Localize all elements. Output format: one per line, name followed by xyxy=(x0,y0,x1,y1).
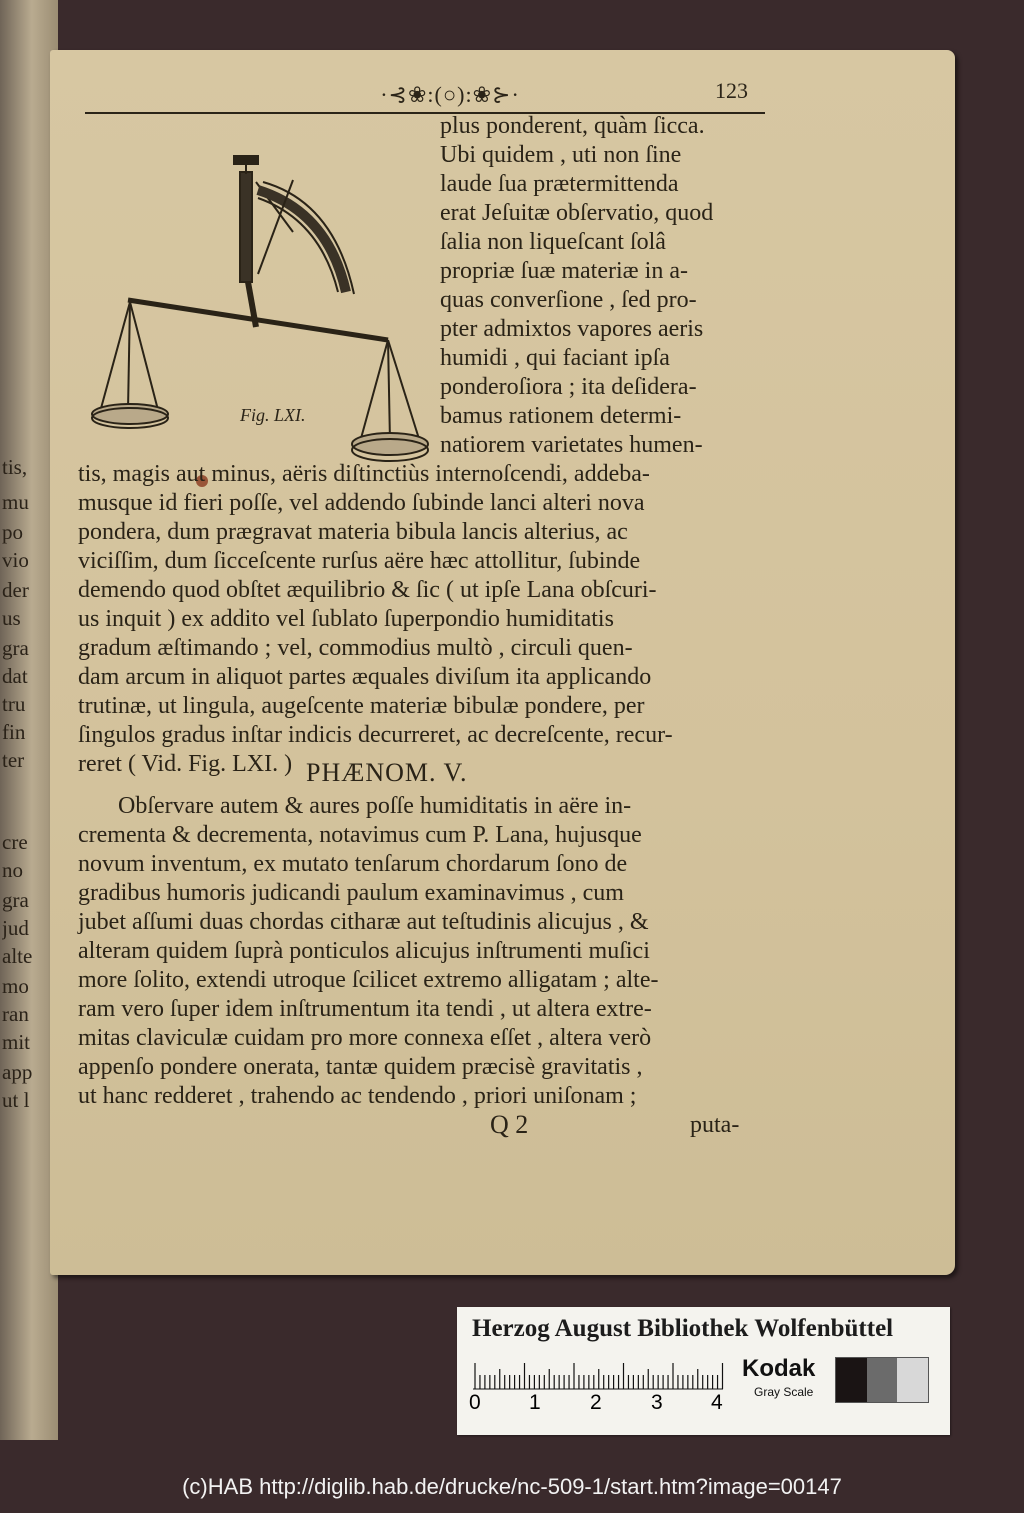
text-line: quas converſione , ſed pro- xyxy=(440,287,697,313)
text-line: erat Jeſuitæ obſervatio, quod xyxy=(440,200,714,226)
text-line: reret ( Vid. Fig. LXI. ) xyxy=(78,751,293,777)
previous-page-fragment: gra xyxy=(2,636,29,660)
text-line: tis, magis aut minus, aëris diſtinctiùs internoſcendi, addeba- xyxy=(78,461,650,487)
ruler-number: 3 xyxy=(651,1391,663,1414)
text-line: crementa & decrementa, notavimus cum P. Lana, hujusque xyxy=(78,822,642,848)
library-color-card xyxy=(457,1307,950,1435)
previous-page-fragment: mo xyxy=(2,974,29,998)
text-line: propriæ ſuæ materiæ in a- xyxy=(440,258,688,284)
text-line: Obſervare autem & aures poſſe humiditatis in aëre in- xyxy=(118,793,632,819)
section-title: PHÆNOM. V. xyxy=(306,758,468,787)
catchword: puta- xyxy=(690,1112,740,1138)
text-line: appenſo pondere onerata, tantæ quidem præcisè gravitatis , xyxy=(78,1054,643,1080)
text-line: ſalia non liqueſcant ſolâ xyxy=(440,229,666,255)
gray-patches xyxy=(835,1357,929,1403)
previous-page-fragment: po xyxy=(2,520,23,544)
text-line: humidi , qui faciant ipſa xyxy=(440,345,670,371)
text-line: dam arcum in aliquot partes æquales diviſum ita applicando xyxy=(78,664,652,690)
previous-page-fragment: us xyxy=(2,606,21,630)
previous-page-fragment: tru xyxy=(2,692,26,716)
ruler-number: 2 xyxy=(590,1391,602,1414)
previous-page-fragment: no xyxy=(2,858,23,882)
text-line: demendo quod obſtet æquilibrio & ſic ( ut ipſe Lana obſcuri- xyxy=(78,577,657,603)
gray-scale-label: Gray Scale xyxy=(754,1385,814,1399)
previous-page-fragment: tis, xyxy=(2,455,28,479)
text-line: bamus rationem determi- xyxy=(440,403,682,429)
text-line: us inquit ) ex addito vel ſublato ſuperpondio humiditatis xyxy=(78,606,614,632)
text-line: novum inventum, ex mutato tenſarum chordarum ſono de xyxy=(78,851,628,877)
ruler-scale xyxy=(469,1355,739,1413)
library-name: Herzog August Bibliothek Wolfenbüttel xyxy=(472,1315,894,1342)
previous-page-fragment: ter xyxy=(2,748,25,772)
text-line: alteram quidem ſuprà ponticulos alicujus inſtrumenti muſici xyxy=(78,938,650,964)
page-number: 123 xyxy=(715,78,748,103)
text-line: ſingulos gradus inſtar indicis decurreret, ac decreſcente, recur- xyxy=(78,722,673,748)
previous-page-fragment: gra xyxy=(2,888,29,912)
text-line: gradibus humoris judicandi paulum examinavimus , cum xyxy=(78,880,624,906)
text-line: ram vero ſuper idem inſtrumentum ita tendi , ut altera extre- xyxy=(78,996,652,1022)
text-line: pondera, dum prægravat materia bibula lancis alterius, ac xyxy=(78,519,628,545)
text-line: mitas claviculæ cuidam pro more connexa eſſet , altera verò xyxy=(78,1025,652,1051)
previous-page-fragment: ran xyxy=(2,1002,29,1026)
text-line: ponderoſiora ; ita deſidera- xyxy=(440,374,697,400)
signature-mark: Q 2 xyxy=(490,1110,529,1139)
ruler-number: 0 xyxy=(469,1391,481,1414)
header-ornament: ·⊰❀:(○):❀⊱· xyxy=(380,82,520,107)
book-page xyxy=(50,50,955,1275)
text-line: gradum æſtimando ; vel, commodius multò , circuli quen- xyxy=(78,635,633,661)
previous-page-fragment: dat xyxy=(2,664,28,688)
gray-patch xyxy=(897,1358,928,1402)
gray-patch xyxy=(867,1358,898,1402)
previous-page-fragment: jud xyxy=(2,916,29,940)
previous-page-fragment: fin xyxy=(2,720,26,744)
source-url: (c)HAB http://diglib.hab.de/drucke/nc-509-1/start.htm?image=00147 xyxy=(182,1474,842,1499)
text-line: jubet aſſumi duas chordas citharæ aut teſtudinis alicujus , & xyxy=(78,909,649,935)
ruler-number: 1 xyxy=(529,1391,541,1414)
text-line: plus ponderent, quàm ſicca. xyxy=(440,113,705,139)
previous-page-fragment: mu xyxy=(2,490,29,514)
gray-patch xyxy=(836,1358,867,1402)
previous-page-fragment: alte xyxy=(2,944,33,968)
balance-figure xyxy=(88,142,438,462)
text-line: viciſſim, dum ſicceſcente rurſus aëre hæc attollitur, ſubinde xyxy=(78,548,641,574)
previous-page-fragment: ut l xyxy=(2,1088,30,1112)
text-line: pter admixtos vapores aeris xyxy=(440,316,704,342)
text-line: more ſolito, extendi utroque ſcilicet extremo alligatam ; alte- xyxy=(78,967,659,993)
ruler-ticks xyxy=(469,1355,739,1413)
text-line: trutinæ, ut lingula, augeſcente materiæ bibulæ pondere, per xyxy=(78,693,645,719)
previous-page-fragment: cre xyxy=(2,830,28,854)
figure-label: Fig. LXI. xyxy=(240,405,306,425)
kodak-brand: Kodak xyxy=(742,1355,816,1382)
ruler-number: 4 xyxy=(711,1391,723,1414)
previous-page-fragment: app xyxy=(2,1060,33,1084)
text-line: Ubi quidem , uti non ſine xyxy=(440,142,682,168)
previous-page-fragment: der xyxy=(2,578,29,602)
previous-page-fragment: vio xyxy=(2,548,29,572)
previous-page-fragment: mit xyxy=(2,1030,31,1054)
text-line: natiorem varietates humen- xyxy=(440,432,703,458)
text-line: laude ſua prætermittenda xyxy=(440,171,679,197)
text-line: ut hanc redderet , trahendo ac tendendo , priori uniſonam ; xyxy=(78,1083,637,1109)
text-line: musque id fieri poſſe, vel addendo ſubinde lanci alteri nova xyxy=(78,490,645,516)
